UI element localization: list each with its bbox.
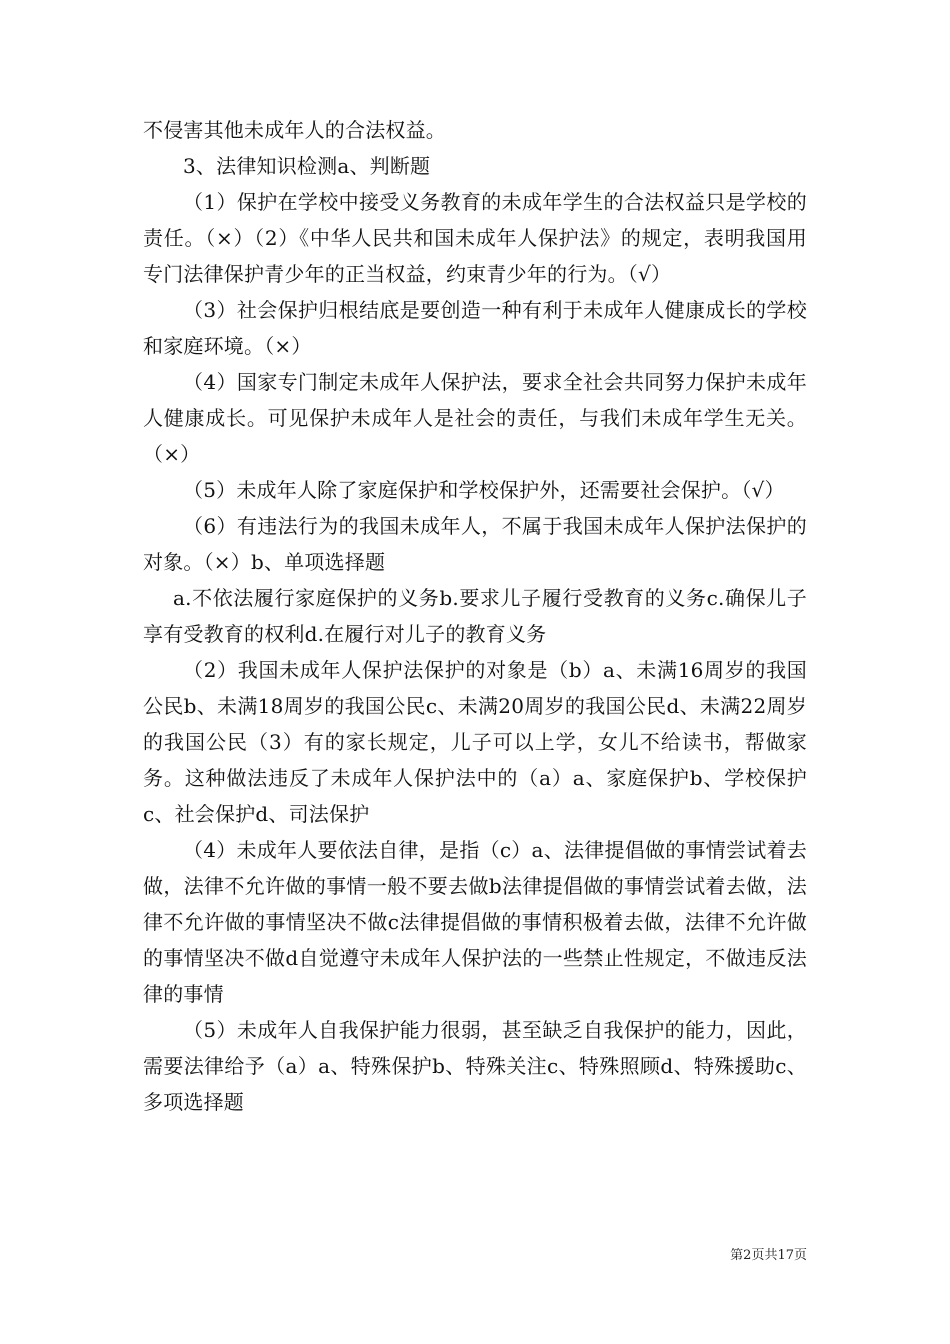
paragraph-7: a.不依法履行家庭保护的义务b.要求儿子履行受教育的义务c.确保儿子享有受教育的权利d.在履行对儿子的教育义务: [143, 586, 807, 646]
paragraph-6: （6）有违法行为的我国未成年人，不属于我国未成年人保护法保护的对象。（×）b、单项选择题: [143, 514, 807, 574]
paragraph-9: （4）未成年人要依法自律，是指（c）a、法律提倡做的事情尝试着去做，法律不允许做的事情一般不要去做b法律提倡做的事情尝试着去做，法律不允许做的事情坚决不做c法律提倡做的事情积极着去做，法律不允许做的事情坚决不做d自觉遵守未成年人保护法的一些禁止性规定，不做违反法律的事情: [143, 838, 807, 1006]
page-number-footer: 第2页共17页: [730, 1248, 807, 1263]
paragraph-2: （1）保护在学校中接受义务教育的未成年学生的合法权益只是学校的责任。（×）（2）《中华人民共和国未成年人保护法》的规定，表明我国用专门法律保护青少年的正当权益，约束青少年的行为。（√）: [143, 190, 807, 286]
paragraph-5: （5）未成年人除了家庭保护和学校保护外，还需要社会保护。（√）: [183, 478, 785, 502]
document-body: [143, 112, 807, 1120]
paragraph-3: （3）社会保护归根结底是要创造一种有利于未成年人健康成长的学校和家庭环境。（×）: [143, 298, 807, 358]
paragraph-8: （2）我国未成年人保护法保护的对象是（b）a、未满16周岁的我国公民b、未满18周岁的我国公民c、未满20周岁的我国公民d、未满22周岁的我国公民（3）有的家长规定，儿子可以上学，女儿不给读书，帮做家务。这种做法违反了未成年人保护法中的（a）a、家庭保护b、学校保护c、社会保护d、司法保护: [143, 658, 807, 826]
paragraph-0: 不侵害其他未成年人的合法权益。: [143, 118, 446, 142]
paragraph-1: 3、法律知识检测a、判断题: [183, 154, 431, 178]
paragraph-10: （5）未成年人自我保护能力很弱，甚至缺乏自我保护的能力，因此，需要法律给予（a）a、特殊保护b、特殊关注c、特殊照顾d、特殊援助c、多项选择题: [143, 1018, 807, 1114]
paragraph-4: （4）国家专门制定未成年人保护法，要求全社会共同努力保护未成年人健康成长。可见保护未成年人是社会的责任，与我们未成年学生无关。（×）: [143, 370, 807, 466]
